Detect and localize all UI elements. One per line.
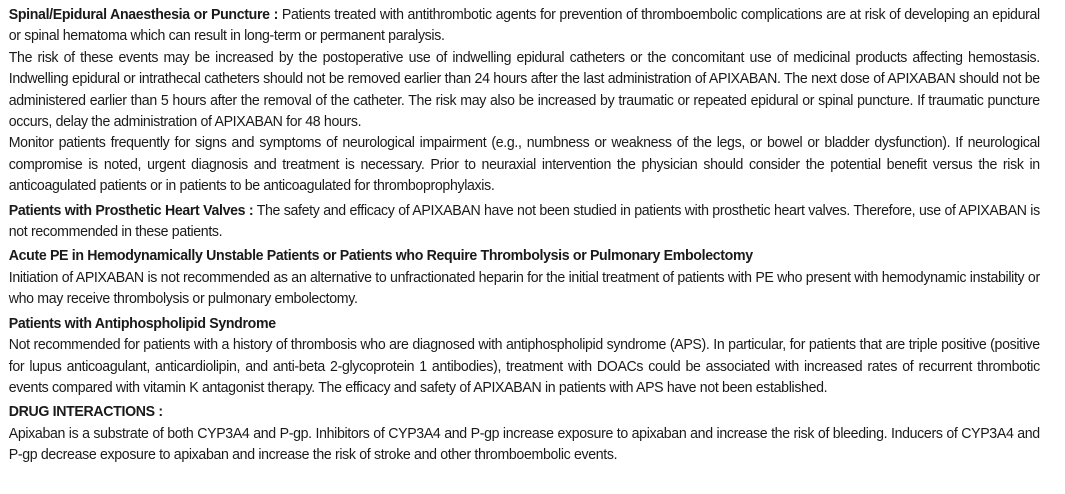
spinal-paragraph-2: The risk of these events may be increased by the postoperative use of indwelling epidural catheters or the concomitant use of medicinal products affecting hemostasis. Indwelling epidural or intrathecal catheters should not be removed earlier than 24 hours after the last administration of APIXABAN. The next dose of APIXABAN should not be administered earlier than 5 hours after the removal of the catheter. The risk may also be increased by traumatic or repeated epidural or spinal puncture. If traumatic puncture occurs, delay the administration of APIXABAN for 48 hours. [8, 49, 1040, 131]
spinal-paragraph-3: Monitor patients frequently for signs and symptoms of neurological impairment (e.g., numbness or weakness of the legs, or bowel or bladder dysfunction). If neurological compromise is noted, urgent diagnosis and treatment is necessary. Prior to neuraxial intervention the physician should consider the potential benefit versus the risk in anticoagulated patients or in patients to be anticoagulated for thromboprophylaxis. [8, 135, 1040, 195]
spinal-paragraph-1 [9, 5, 1040, 48]
drug-interactions-paragraph: Apixaban is a substrate of both CYP3A4 and P-gp. Inhibitors of CYP3A4 and P-gp increase exposure to apixaban and increase the risk of bleeding. Inducers of CYP3A4 and P-gp decrease exposure to apixaban and increase the risk of stroke and other thromboembolic events. [8, 425, 1040, 464]
section-prosthetic-valves [9, 201, 1040, 244]
prosthetic-paragraph [9, 201, 1040, 244]
spinal-heading: Spinal/Epidural Anaesthesia or Puncture : [8, 7, 278, 23]
acute-pe-heading: Acute PE in Hemodynamically Unstable Patients or Patients who Require Thrombolysis or Pulmonary Embolectomy [8, 248, 753, 265]
prosthetic-heading: Patients with Prosthetic Heart Valves : [8, 202, 254, 219]
aps-heading: Patients with Antiphospholipid Syndrome [8, 315, 276, 332]
prosthetic-text: The safety and efficacy of APIXABAN have not been studied in patients with prosthetic heart valves. Therefore, use of APIXABAN is not recommended in these patients. [8, 202, 1040, 241]
section-antiphospholipid [9, 314, 1040, 400]
acute-pe-paragraph: Initiation of APIXABAN is not recommended as an alternative to unfractionated heparin for the initial treatment of patients with PE who present with hemodynamic instability or who may receive thrombolysis or pulmonary embolectomy. [8, 269, 1040, 308]
spinal-text-1: Patients treated with antithrombotic agents for prevention of thromboembolic complications are at risk of developing an epidural or spinal hematoma which can result in long-term or permanent paralysis. [8, 7, 1040, 45]
section-drug-interactions [9, 402, 1040, 466]
aps-paragraph: Not recommended for patients with a history of thrombosis who are diagnosed with antiphospholipid syndrome (APS). In particular, for patients that are triple positive (positive for lupus anticoagulant, anticardiolipin, and anti-beta 2-glycoprotein 1 antibodies), treatment with DOACs could be associated with increased rates of recurrent thrombotic events compared with vitamin K antagonist therapy. The efficacy and safety of APIXABAN in patients with APS have not been established. [8, 337, 1040, 396]
section-acute-pe [9, 246, 1040, 310]
drug-interactions-heading: DRUG INTERACTIONS : [8, 404, 163, 421]
section-spinal-epidural [9, 5, 1040, 198]
